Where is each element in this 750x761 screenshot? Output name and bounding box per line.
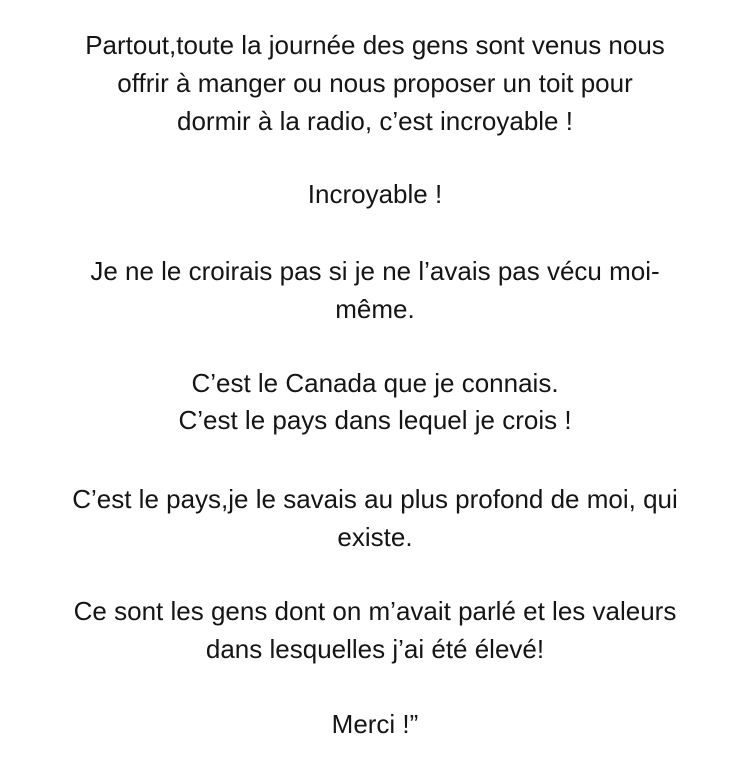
text-line: Partout,toute la journée des gens sont venus nous — [85, 30, 665, 60]
text-line: Incroyable ! — [307, 179, 443, 209]
text-line: Ce sont les gens dont on m’avait parlé et les valeurs — [73, 596, 677, 626]
text-line: Merci !” — [331, 709, 419, 739]
text-line: C’est le pays dans lequel je crois ! — [178, 405, 572, 435]
text-line: offrir à manger ou nous proposer un toit pour — [117, 68, 633, 98]
text-line: C’est le pays,je le savais au plus profond de moi, qui — [72, 484, 678, 514]
text-line: même. — [335, 294, 415, 324]
text-line: existe. — [337, 522, 413, 552]
text-line: dormir à la radio, c’est incroyable ! — [177, 106, 573, 136]
text-line: C’est le Canada que je connais. — [191, 368, 559, 398]
text-line: Je ne le croirais pas si je ne l’avais pas vécu moi- — [90, 256, 660, 286]
text-line: dans lesquelles j’ai été élevé! — [205, 634, 545, 664]
